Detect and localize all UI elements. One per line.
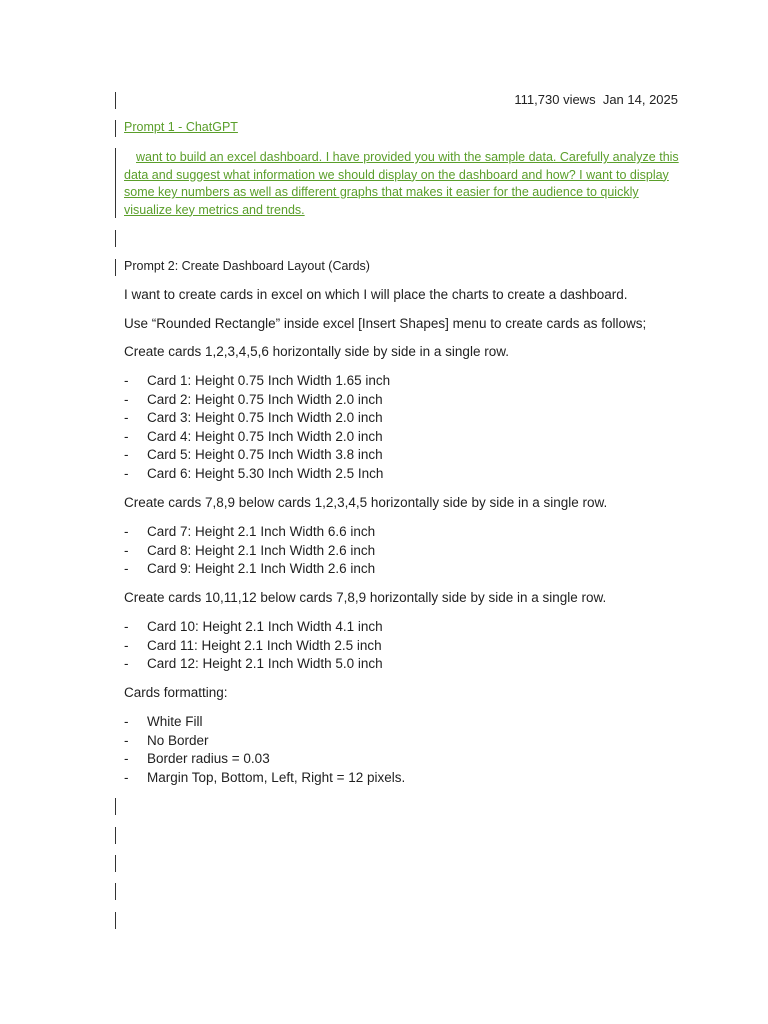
list-dash: - xyxy=(124,447,129,463)
row1-heading: Create cards 1,2,3,4,5,6 horizontally side by side in a single row. xyxy=(124,344,509,359)
row3-card-list xyxy=(124,618,383,674)
list-item: - Card 3: Height 0.75 Inch Width 2.0 inch xyxy=(124,409,390,428)
list-dash: - xyxy=(124,542,129,558)
list-dash: - xyxy=(124,637,129,653)
list-dash: - xyxy=(124,619,129,634)
row1-card-list xyxy=(124,372,390,484)
change-bar xyxy=(115,148,116,218)
prompt1-title[interactable]: Prompt 1 - ChatGPT xyxy=(124,120,238,134)
document-meta xyxy=(514,92,678,107)
formatting-list xyxy=(124,713,405,787)
change-bar xyxy=(115,259,116,276)
list-item: - Margin Top, Bottom, Left, Right = 12 pixels. xyxy=(124,769,405,788)
list-dash: - xyxy=(124,714,129,729)
list-dash: - xyxy=(124,561,129,577)
prompt2-title: Prompt 2: Create Dashboard Layout (Cards) xyxy=(124,259,370,273)
list-item: - Card 1: Height 0.75 Inch Width 1.65 inch xyxy=(124,372,390,391)
change-bar xyxy=(115,230,116,247)
row2-card-list xyxy=(124,523,375,579)
change-bar xyxy=(115,798,116,815)
formatting-heading: Cards formatting: xyxy=(124,685,228,700)
list-item: - Card 11: Height 2.1 Inch Width 2.5 inch xyxy=(124,637,383,656)
list-dash: - xyxy=(124,656,129,672)
prompt2-intro: I want to create cards in excel on which I will place the charts to create a dashboard. xyxy=(124,287,628,302)
list-item: - Card 5: Height 0.75 Inch Width 3.8 inch xyxy=(124,446,390,465)
row2-heading: Create cards 7,8,9 below cards 1,2,3,4,5 horizontally side by side in a single row. xyxy=(124,495,608,510)
list-item: - Border radius = 0.03 xyxy=(124,750,405,769)
list-item: - Card 12: Height 2.1 Inch Width 5.0 inch xyxy=(124,655,383,674)
list-dash: - xyxy=(124,751,129,767)
list-item: - Card 8: Height 2.1 Inch Width 2.6 inch xyxy=(124,542,375,561)
list-item: - Card 2: Height 0.75 Inch Width 2.0 inch xyxy=(124,391,390,410)
list-item: - Card 9: Height 2.1 Inch Width 2.6 inch xyxy=(124,560,375,579)
list-item: - Card 6: Height 5.30 Inch Width 2.5 Inch xyxy=(124,465,390,484)
list-dash: - xyxy=(124,373,129,388)
list-item: - No Border xyxy=(124,732,405,751)
prompt2-use-line: Use “Rounded Rectangle” inside excel [Insert Shapes] menu to create cards as follows; xyxy=(124,316,647,331)
change-bar xyxy=(115,120,116,137)
prompt1-body[interactable]: want to build an excel dashboard. I have provided you with the sample data. Carefully analyze this data and suggest what information we should display on the dashboard and how? I want to display some key numbers as well as different graphs that makes it easier for the audience to quickly visualize key metrics and trends. xyxy=(124,150,679,217)
view-count: 111,730 views xyxy=(514,92,596,107)
change-bar xyxy=(115,883,116,900)
publish-date: Jan 14, 2025 xyxy=(602,92,678,107)
list-dash: - xyxy=(124,769,129,785)
list-item: - Card 7: Height 2.1 Inch Width 6.6 inch xyxy=(124,523,375,542)
list-dash: - xyxy=(124,428,129,444)
list-dash: - xyxy=(124,524,129,539)
change-bar xyxy=(115,912,116,929)
change-bar xyxy=(115,92,116,109)
row3-heading: Create cards 10,11,12 below cards 7,8,9 horizontally side by side in a single row. xyxy=(124,590,607,605)
list-dash: - xyxy=(124,732,129,748)
list-item: - Card 4: Height 0.75 Inch Width 2.0 inch xyxy=(124,428,390,447)
list-dash: - xyxy=(124,465,129,481)
list-dash: - xyxy=(124,410,129,426)
list-item: - Card 10: Height 2.1 Inch Width 4.1 inch xyxy=(124,618,383,637)
list-item: - White Fill xyxy=(124,713,405,732)
list-dash: - xyxy=(124,391,129,407)
change-bar xyxy=(115,827,116,844)
change-bar xyxy=(115,855,116,872)
